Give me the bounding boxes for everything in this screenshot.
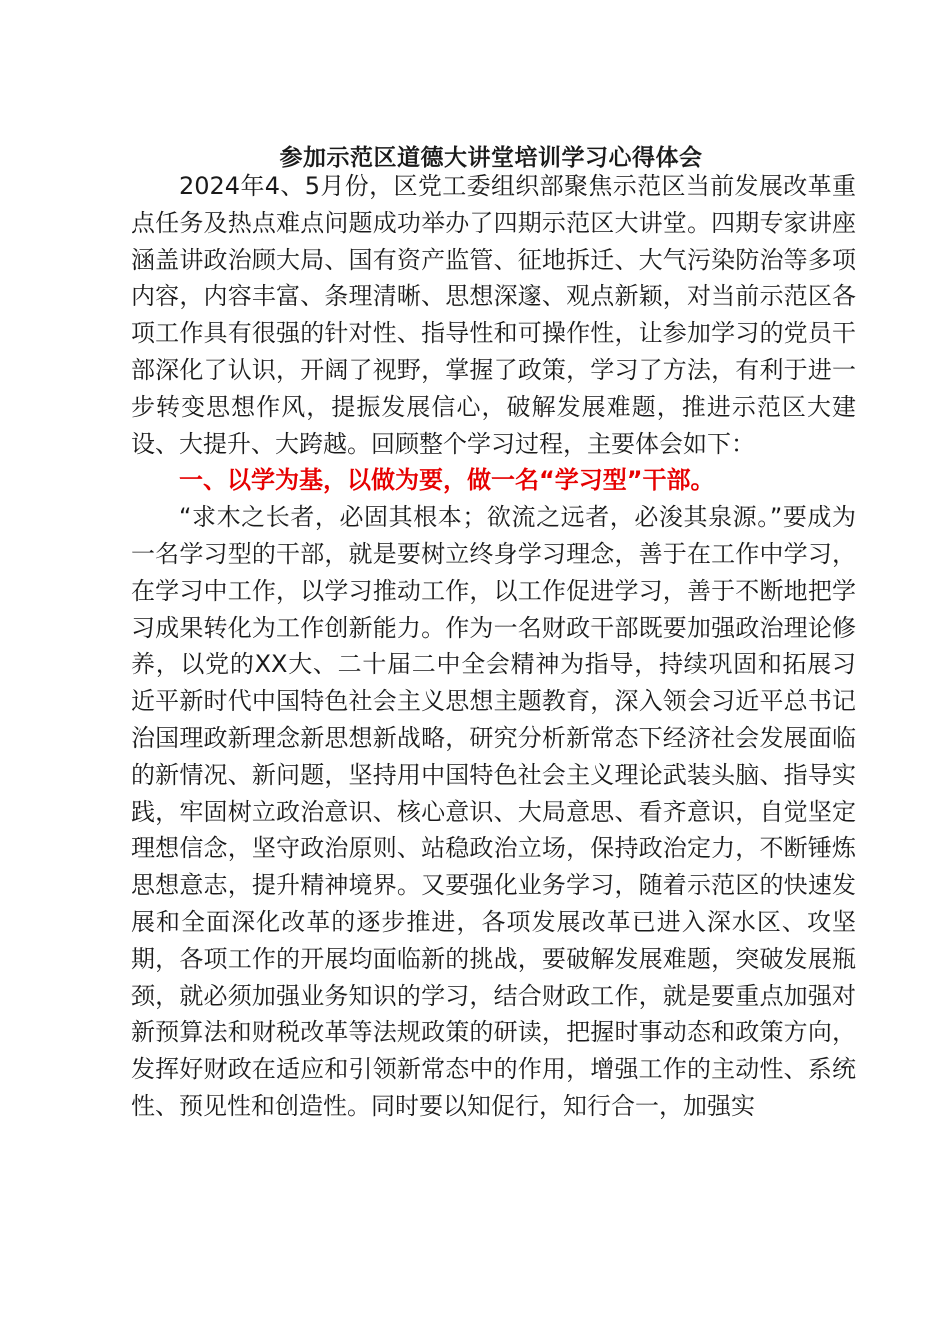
section-1-paragraph: “求木之长者，必固其根本；欲流之远者，必浚其泉源。”要成为一名学习型的干部，就是要树立终身学习理念，善于在工作中学习，在学习中工作，以学习推动工作，以工作促进学习，善于不断地把学习成果转化为工作创新能力。作为一名财政干部既要加强政治理论修养，以党的XX大、二十届二中全会精神为指导，持续巩固和拓展习近平新时代中国特色社会主义思想主题教育，深入领会习近平总书记治国理政新理念新思想新战略，研究分析新常态下经济社会发展面临的新情况、新问题，坚持用中国特色社会主义理论武装头脑、指导实践，牢固树立政治意识、核心意识、大局意思、看齐意识，自觉坚定理想信念，坚守政治原则、站稳政治立场，保持政治定力，不断锤炼思想意志，提升精神境界。又要强化业务学习，随着示范区的快速发展和全面深化改革的逐步推进，各项发展改革已进入深水区、攻坚期，各项工作的开展均面临新的挑战，要破解发展难题，突破发展瓶颈，就必须加强业务知识的学习，结合财政工作，就是要重点加强对新预算法和财税改革等法规政策的研读，把握时事动态和政策方向，发挥好财政在适应和引领新常态中的作用，增强工作的主动性、系统性、预见性和创造性。同时要以知促行，知行合一，加强实 — [131, 503, 856, 1120]
intro-paragraph: 2024年4、5月份，区党工委组织部聚焦示范区当前发展改革重点任务及热点难点问题成功举办了四期示范区大讲堂。四期专家讲座涵盖讲政治顾大局、国有资产监管、征地拆迁、大气污染防治等多项内容，内容丰富、条理清晰、思想深邃、观点新颖，对当前示范区各项工作具有很强的针对性、指导性和可操作性，让参加学习的党员干部深化了认识，开阔了视野，掌握了政策，学习了方法，有利于进一步转变思想作风，提振发展信心，破解发展难题，推进示范区大建设、大提升、大跨越。回顾整个学习过程，主要体会如下： — [131, 172, 856, 458]
section-heading-1: 一、以学为基，以做为要，做一名“学习型”干部。 — [179, 466, 715, 495]
document-body — [131, 168, 856, 1125]
document-title: 参加示范区道德大讲堂培训学习心得体会 — [279, 145, 703, 171]
